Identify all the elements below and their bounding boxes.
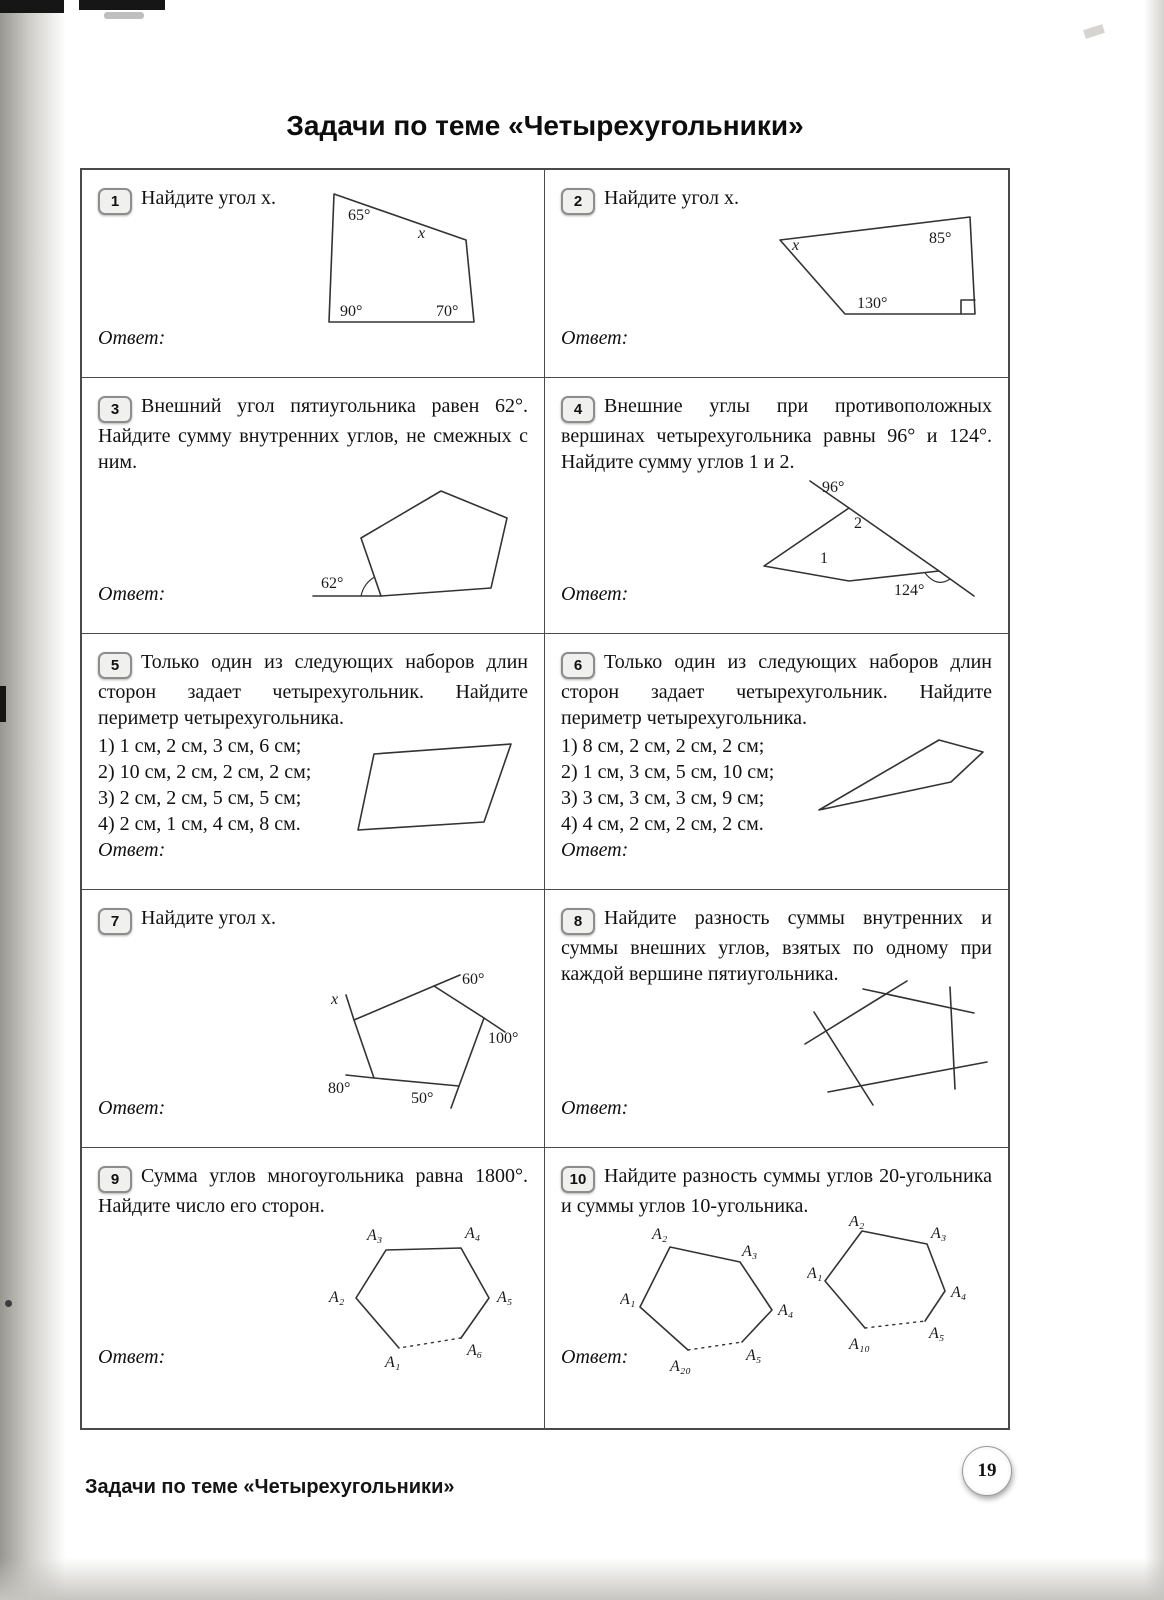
problem-number-badge: 9: [98, 1166, 132, 1193]
extension-line: [346, 995, 354, 1020]
problem-text: Найдите разность суммы внутренних и суммы внешних углов, взятых по одному при каждой вершине пятиугольника.: [561, 907, 992, 985]
problem-9: [82, 1148, 545, 1428]
option-line-1: 1) 1 см, 2 см, 3 см, 6 см;: [98, 735, 302, 757]
problem-text: Внешние углы при противоположных вершинах четырехугольника равны 96° и 124°. Найдите сумму углов 1 и 2.: [561, 395, 992, 473]
angle-label: x: [792, 237, 800, 254]
angle-label: 70°: [436, 303, 459, 320]
problem-number-badge: 8: [561, 908, 595, 935]
extension-line: [434, 975, 460, 986]
problem-6: [545, 634, 1008, 890]
problem-number-badge: 1: [98, 188, 132, 215]
page-title: Задачи по теме «Четырехугольники»: [286, 110, 804, 141]
problem-text: Только один из следующих наборов длин сторон задает четырехугольник. Найдите периметр четырехугольника.: [98, 651, 528, 729]
angle-label: 80°: [328, 1080, 351, 1097]
problem-statement: [98, 1163, 528, 1219]
angle-label: 1: [820, 550, 828, 567]
angle-arc: [925, 573, 950, 582]
problem-4-figure: [744, 476, 1004, 616]
angle-label: x: [418, 225, 426, 242]
page-number: 19: [962, 1446, 1012, 1496]
extension-line: [939, 571, 974, 596]
angle-label: x: [331, 991, 339, 1008]
problem-1: [82, 170, 545, 378]
extension-line: [346, 1075, 374, 1078]
problem-2-figure: [765, 202, 990, 327]
problem-statement: [561, 649, 992, 731]
scan-artifact: [1144, 0, 1164, 1600]
problem-text: Только один из следующих наборов длин сторон задает четырехугольник. Найдите периметр четырехугольника.: [561, 651, 992, 729]
quadrilateral-shape: [358, 744, 511, 830]
angle-label: 96°: [822, 479, 845, 496]
angle-label: 2: [854, 515, 862, 532]
vertex-label: A₂₀: [670, 1358, 691, 1375]
problem-1-figure: [314, 182, 499, 340]
problem-10: [545, 1148, 1008, 1428]
option-line-3: 3) 3 см, 3 см, 3 см, 9 см;: [561, 787, 765, 809]
vertex-label: A₄: [951, 1284, 967, 1301]
problem-statement: [561, 905, 992, 987]
angle-label: 130°: [857, 295, 888, 312]
option-line-4: 4) 4 см, 2 см, 2 см, 2 см.: [561, 813, 764, 835]
scan-artifact: [0, 0, 64, 13]
problem-text: Сумма углов многоугольника равна 1800°. Найдите число его сторон.: [98, 1165, 528, 1217]
problem-5: [82, 634, 545, 890]
vertex-label: A₅: [497, 1289, 513, 1306]
extension-line: [451, 1086, 459, 1108]
pentagon-extended-side: [805, 981, 907, 1044]
problem-statement: [98, 905, 528, 935]
scan-artifact: [104, 12, 144, 19]
problem-9-figure: [321, 1220, 526, 1380]
angle-arc: [361, 577, 375, 596]
dotted-edge: [688, 1342, 742, 1350]
problem-number-badge: 7: [98, 908, 132, 935]
problems-table: [80, 168, 1010, 1430]
problem-number-badge: 10: [561, 1166, 595, 1193]
problem-8: [545, 890, 1008, 1148]
vertex-label: A₁: [807, 1265, 823, 1282]
option-line-4: 4) 2 см, 1 см, 4 см, 8 см.: [98, 813, 301, 835]
problem-3-figure: [311, 476, 526, 621]
vertex-label: A₅: [929, 1325, 945, 1342]
angle-label: 60°: [462, 971, 485, 988]
dotted-edge: [399, 1338, 461, 1348]
polygon-shape: [356, 1248, 489, 1348]
problem-number-badge: 2: [561, 188, 595, 215]
problem-statement: [98, 649, 528, 731]
pentagon-shape: [354, 986, 484, 1086]
option-line-1: 1) 8 см, 2 см, 2 см, 2 см;: [561, 735, 765, 757]
option-line-2: 2) 10 см, 2 см, 2 см, 2 см;: [98, 761, 312, 783]
angle-label: 50°: [411, 1090, 434, 1107]
answer-label: Ответ:: [561, 1346, 629, 1368]
problem-number-badge: 6: [561, 652, 595, 679]
answer-label: Ответ:: [561, 327, 629, 349]
scan-artifact: [0, 686, 6, 722]
problem-text: Внешний угол пятиугольника равен 62°. Найдите сумму внутренних углов, не смежных с ним.: [98, 395, 528, 473]
answer-label: Ответ:: [561, 583, 629, 605]
scan-artifact: [79, 0, 165, 10]
problem-7-figure: [314, 968, 519, 1120]
pentagon-extended-side: [828, 1062, 987, 1092]
answer-label: Ответ:: [561, 839, 629, 861]
vertex-label: A₅: [746, 1347, 762, 1364]
answer-label: Ответ:: [98, 583, 166, 605]
problem-text: Найдите угол x.: [604, 187, 739, 209]
option-line-2: 2) 1 см, 3 см, 5 см, 10 см;: [561, 761, 775, 783]
problem-3: [82, 378, 545, 634]
scan-artifact: [0, 1558, 1164, 1600]
answer-label: Ответ:: [561, 1097, 629, 1119]
polygon-shape: [825, 1231, 945, 1328]
scan-artifact: [1083, 24, 1105, 39]
problem-text: Найдите угол x.: [141, 907, 276, 929]
answer-label: Ответ:: [98, 1346, 166, 1368]
problem-7: [82, 890, 545, 1148]
vertex-label: A₄: [778, 1302, 794, 1319]
polygon-shape: [640, 1247, 772, 1350]
problem-5-figure: [346, 734, 526, 849]
problem-6-figure: [811, 730, 996, 825]
problem-number-badge: 5: [98, 652, 132, 679]
problem-4: [545, 378, 1008, 634]
pentagon-extended-side: [863, 989, 974, 1013]
angle-label: 90°: [340, 303, 363, 320]
vertex-label: A₃: [742, 1243, 758, 1260]
vertex-label: A₁₀: [849, 1336, 870, 1353]
problem-8-figure: [766, 976, 1006, 1126]
footer-title: Задачи по теме «Четырехугольники»: [85, 1476, 455, 1498]
problem-text: Найдите угол x.: [141, 187, 276, 209]
scan-artifact: [0, 0, 66, 1600]
right-angle-mark: [961, 300, 975, 314]
vertex-label: A₆: [467, 1342, 483, 1359]
pentagon-extended-side: [814, 1012, 873, 1105]
problem-10-figure-right: [807, 1216, 977, 1361]
dotted-edge: [865, 1321, 925, 1328]
answer-label: Ответ:: [98, 1097, 166, 1119]
vertex-label: A₂: [849, 1216, 865, 1230]
vertex-label: A₂: [329, 1289, 345, 1306]
vertex-label: A₁: [385, 1354, 401, 1371]
vertex-label: A₃: [367, 1227, 383, 1244]
angle-label: 85°: [929, 230, 952, 247]
answer-label: Ответ:: [98, 839, 166, 861]
pentagon-extended-side: [950, 987, 955, 1089]
problem-number-badge: 4: [561, 396, 595, 423]
quadrilateral-shape: [764, 508, 939, 581]
option-line-3: 3) 2 см, 2 см, 5 см, 5 см;: [98, 787, 302, 809]
vertex-label: A₂: [652, 1226, 668, 1243]
problem-statement: [98, 393, 528, 475]
quadrilateral-shape: [819, 740, 983, 810]
angle-label: 124°: [894, 582, 925, 599]
angle-label: 100°: [488, 1030, 519, 1047]
scan-artifact: [5, 1300, 12, 1307]
angle-label: 62°: [321, 575, 344, 592]
problem-10-figure-left: [620, 1222, 805, 1377]
problem-text: Найдите разность суммы углов 20-угольника и суммы углов 10-угольника.: [561, 1165, 992, 1217]
answer-label: Ответ:: [98, 327, 166, 349]
angle-label: 65°: [348, 207, 371, 224]
vertex-label: A₄: [465, 1225, 481, 1242]
vertex-label: A₃: [931, 1225, 947, 1242]
vertex-label: A₁: [620, 1291, 636, 1308]
problem-number-badge: 3: [98, 396, 132, 423]
problem-statement: [561, 1163, 992, 1219]
problem-statement: [561, 393, 992, 475]
pentagon-shape: [361, 491, 507, 596]
problem-2: [545, 170, 1008, 378]
